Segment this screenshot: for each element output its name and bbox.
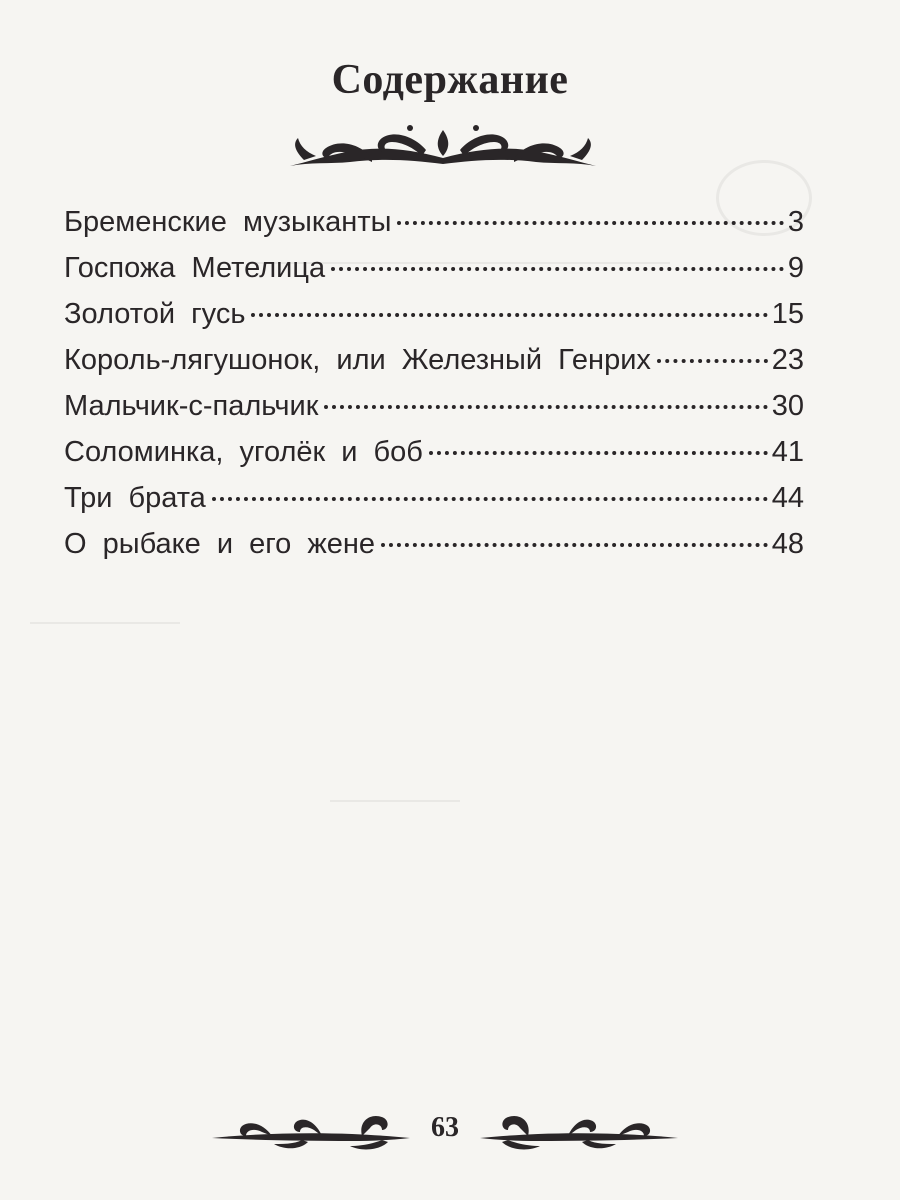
table-of-contents [64,206,804,574]
toc-entry-title: Соломинка, уголёк и боб [64,436,423,468]
flourish-ornament-icon [286,118,600,178]
flourish-ornament-icon [212,1108,412,1154]
toc-entry-title: Золотой гусь [64,298,246,330]
toc-entry[interactable] [64,298,804,344]
toc-entry-title: Госпожа Метелица [64,252,326,284]
toc-entry-page: 30 [771,390,804,422]
flourish-ornament-icon [478,1108,678,1154]
show-through-line [30,622,180,624]
page-number: 63 [431,1112,459,1143]
toc-entry[interactable] [64,390,804,436]
toc-entry-title: Король-лягушонок, или Железный Генрих [64,344,651,376]
toc-entry[interactable] [64,482,804,528]
toc-entry-page: 23 [771,344,804,376]
toc-entry[interactable] [64,436,804,482]
toc-leader-dots [397,221,783,225]
toc-entry-title: Три брата [64,482,206,514]
toc-entry-page: 48 [771,528,804,560]
toc-entry[interactable] [64,206,804,252]
toc-leader-dots [251,313,767,317]
toc-leader-dots [324,405,767,409]
toc-leader-dots [331,267,784,271]
toc-leader-dots [381,543,768,547]
toc-leader-dots [657,359,768,363]
toc-entry-title: Бременские музыканты [64,206,392,238]
toc-entry-page: 3 [787,206,804,238]
toc-entry-title: Мальчик-с-пальчик [64,390,319,422]
toc-entry[interactable] [64,344,804,390]
toc-leader-dots [212,497,768,501]
toc-entry[interactable] [64,252,804,298]
toc-entry-page: 15 [771,298,804,330]
toc-entry-page: 9 [787,252,804,284]
toc-entry-title: О рыбаке и его жене [64,528,376,560]
toc-leader-dots [429,451,768,455]
page-title: Содержание [331,57,569,103]
show-through-line [330,800,460,802]
toc-entry-page: 41 [771,436,804,468]
toc-entry[interactable] [64,528,804,574]
toc-entry-page: 44 [771,482,804,514]
